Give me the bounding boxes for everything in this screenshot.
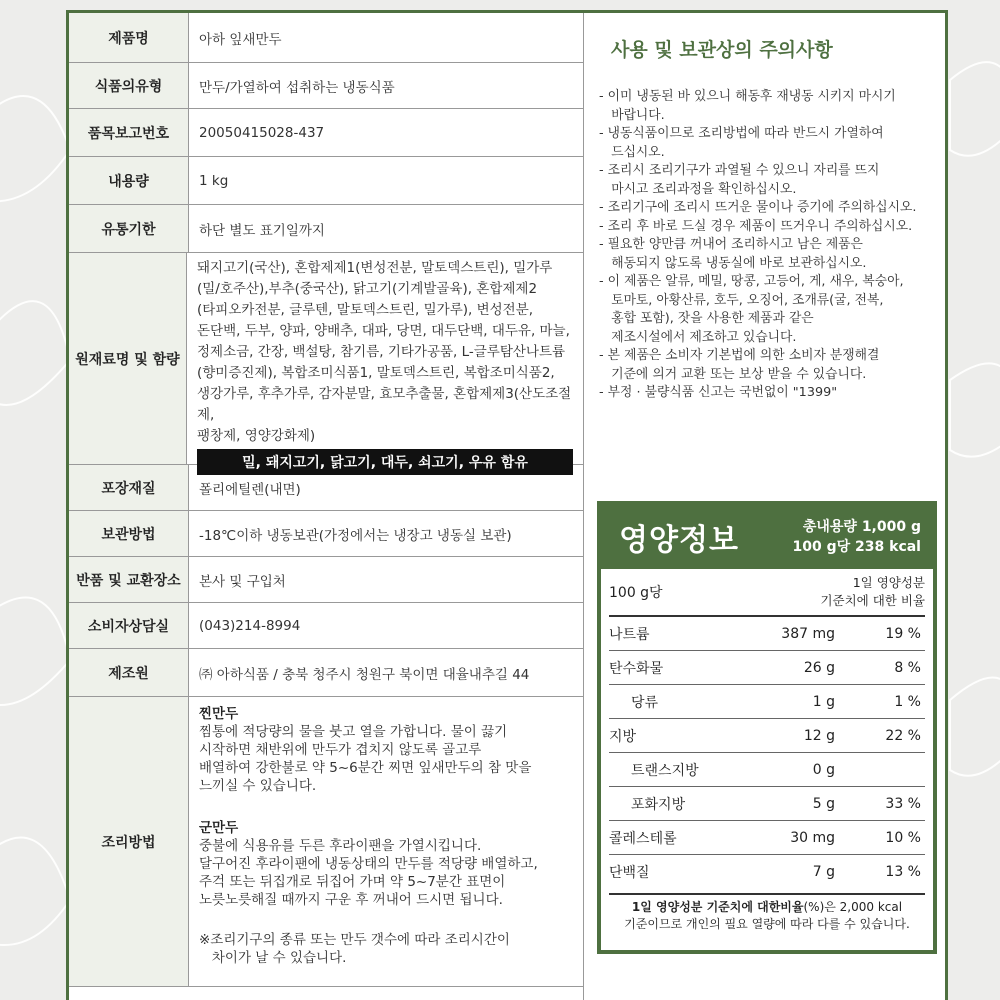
value-maker: ㈜ 아하식품 / 충북 청주시 청원구 북이면 대율내추길 44	[199, 666, 530, 683]
nutrient-percent: 33 %	[885, 795, 921, 812]
cooking-line: 주걱 또는 뒤집개로 뒤집어 가며 약 5~7분간 표면이	[199, 874, 506, 890]
label-panel	[66, 10, 948, 1000]
cooking-note-line: ※조리기구의 종류 또는 만두 갯수에 따라 조리시간이	[199, 932, 510, 948]
nutrient-percent: 22 %	[885, 727, 921, 744]
cooking-line: 중불에 식용유를 두른 후라이팬을 가열시킵니다.	[199, 838, 482, 854]
nutrition-row	[609, 821, 925, 855]
nutrient-amount: 12 g	[803, 727, 835, 744]
label-consumer: 소비자상담실	[69, 603, 189, 648]
row-product-name	[69, 13, 583, 63]
caution-line: - 조리기구에 조리시 뜨거운 물이나 증기에 주의하십시오.	[599, 200, 917, 215]
nutrient-percent: 10 %	[885, 829, 921, 846]
cooking-line: 노릇노릇해질 때까지 구운 후 꺼내어 드시면 됩니다.	[199, 892, 503, 908]
nutrient-name: 지방	[609, 728, 637, 745]
caution-title: 사용 및 보관상의 주의사항	[611, 39, 833, 61]
ingredients-line: (향미증진제), 복합조미식품1, 말토덱스트린, 복합조미식품2,	[197, 365, 555, 381]
nutrition-header	[601, 505, 933, 569]
nutrition-dv-hint-2: 기준치에 대한 비율	[820, 593, 925, 608]
label-report-no: 품목보고번호	[69, 109, 189, 156]
value-packaging: 폴리에틸렌(내면)	[199, 481, 301, 498]
caution-section	[599, 35, 944, 403]
nutrition-foot-rest: (%)은 2,000 kcal	[803, 900, 903, 914]
row-maker	[69, 649, 583, 697]
nutrition-dv-hint-1: 1일 영양성분	[852, 575, 925, 590]
nutrition-head-row	[609, 569, 925, 617]
cooking-line: 달구어진 후라이팬에 냉동상태의 만두를 적당량 배열하고,	[199, 856, 538, 872]
row-expiry	[69, 205, 583, 253]
value-expiry: 하단 별도 표기일까지	[199, 222, 325, 239]
nutrient-amount: 387 mg	[781, 625, 835, 642]
label-maker: 제조원	[69, 649, 189, 696]
caution-line: - 조리 후 바로 드실 경우 제품이 뜨거우니 주의하십시오.	[599, 218, 913, 234]
column-divider	[583, 13, 584, 1000]
nutrition-box	[597, 501, 937, 954]
nutrition-foot-line2: 기준이므로 개인의 필요 열량에 따라 다를 수 있습니다.	[624, 917, 910, 931]
ingredients-line: (밀/호주산),부추(중국산), 닭고기(기계발골육), 혼합제제2	[197, 281, 538, 297]
caution-line: - 부정 · 불량식품 신고는 국번없이 "1399"	[599, 385, 838, 400]
nutrient-amount: 30 mg	[790, 829, 835, 846]
caution-line: 드십시오.	[599, 144, 665, 160]
nutrition-row	[609, 617, 925, 651]
cooking-steamed-title: 찐만두	[199, 706, 239, 722]
cooking-line: 배열하여 강한불로 약 5~6분간 찌면 잎새만두의 참 맛을	[199, 760, 532, 776]
caution-line: 해동되지 않도록 냉동실에 바로 보관하십시오.	[599, 255, 867, 271]
nutrition-foot-bold: 1일 영양성분 기준치에 대한비율	[631, 900, 804, 914]
ingredients-text	[197, 258, 573, 447]
row-report-no	[69, 109, 583, 157]
nutrition-summary	[793, 517, 921, 557]
value-storage: -18℃이하 냉동보관(가정에서는 냉장고 냉동실 보관)	[199, 527, 512, 544]
ingredients-line: 돼지고기(국산), 혼합제제1(변성전분, 말토덱스트린), 밀가루	[197, 260, 553, 276]
ingredients-line: 정제소금, 간장, 백설탕, 참기름, 기타가공품, L-글루탐산나트륨	[197, 344, 566, 360]
allergen-banner: 밀, 돼지고기, 닭고기, 대두, 쇠고기, 우유 함유	[197, 449, 573, 475]
nutrient-name: 트랜스지방	[631, 762, 699, 779]
nutrition-row	[609, 685, 925, 719]
ingredients-line: 팽창제, 영양강화제)	[197, 428, 316, 444]
value-report-no: 20050415028-437	[199, 124, 325, 141]
caution-line: - 조리시 조리기구가 과열될 수 있으니 자리를 뜨지	[599, 163, 880, 178]
label-content: 내용량	[69, 157, 189, 204]
value-product-name: 아하 잎새만두	[199, 31, 282, 48]
nutrient-amount: 26 g	[803, 659, 835, 676]
nutrition-row	[609, 651, 925, 685]
nutrient-name: 나트륨	[609, 626, 650, 643]
label-storage: 보관방법	[69, 511, 189, 556]
value-cooking	[189, 697, 583, 986]
label-cooking: 조리방법	[69, 697, 189, 986]
caution-line: 홍합 포함), 잣을 사용한 제품과 같은	[599, 311, 814, 326]
nutrient-amount: 7 g	[812, 864, 835, 880]
row-content	[69, 157, 583, 205]
label-ingredients: 원재료명 및 함량	[69, 253, 187, 464]
label-expiry: 유통기한	[69, 205, 189, 252]
nutrient-amount: 0 g	[812, 761, 835, 778]
caution-line: 기준에 의거 교환 또는 보상 받을 수 있습니다.	[599, 366, 867, 382]
nutrition-row	[609, 753, 925, 787]
row-food-type	[69, 63, 583, 109]
ingredients-line: (타피오카전분, 글루텐, 말토덱스트린, 밀가루), 변성전분,	[197, 302, 534, 318]
value-consumer: (043)214-8994	[199, 617, 301, 634]
nutrition-per: 100 g당 238 kcal	[792, 539, 921, 555]
caution-line: 바랍니다.	[599, 107, 665, 123]
row-cooking	[69, 697, 583, 987]
value-content: 1 kg	[199, 172, 229, 189]
caution-line: - 본 제품은 소비자 기본법에 의한 소비자 분쟁해결	[599, 348, 880, 363]
value-food-type: 만두/가열하여 섭취하는 냉동식품	[199, 79, 395, 96]
cooking-line: 시작하면 채반위에 만두가 겹치지 않도록 골고루	[199, 742, 482, 758]
nutrition-footnote	[609, 893, 925, 933]
caution-line: 마시고 조리과정을 확인하십시오.	[599, 181, 797, 197]
ingredients-line: 생강가루, 후추가루, 감자분말, 효모추출물, 혼합제제3(산도조절제,	[197, 386, 572, 423]
nutrient-name: 포화지방	[631, 796, 686, 813]
caution-list	[599, 88, 944, 403]
cooking-note-line: 차이가 날 수 있습니다.	[199, 950, 347, 966]
cooking-text	[199, 705, 573, 967]
nutrient-amount: 1 g	[812, 693, 835, 710]
nutrition-row	[609, 719, 925, 753]
nutrient-percent: 13 %	[885, 864, 921, 880]
value-ingredients	[187, 253, 583, 471]
label-food-type: 식품의유형	[69, 63, 189, 108]
row-storage	[69, 511, 583, 557]
nutrition-per-label: 100 g당	[609, 585, 663, 601]
cooking-fried-title: 군만두	[199, 820, 239, 836]
nutrition-row	[609, 787, 925, 821]
caution-line: - 이 제품은 알류, 메밀, 땅콩, 고등어, 게, 새우, 복숭아,	[599, 274, 904, 289]
label-return: 반품 및 교환장소	[69, 557, 189, 602]
nutrient-percent: 19 %	[885, 625, 921, 642]
label-product-name: 제품명	[69, 13, 189, 62]
caution-line: - 이미 냉동된 바 있으니 해동후 재냉동 시키지 마시기	[599, 89, 896, 104]
row-ingredients	[69, 253, 583, 471]
nutrient-percent: 8 %	[894, 659, 921, 676]
nutrient-percent: 1 %	[894, 693, 921, 710]
nutrient-name: 콜레스테롤	[609, 830, 677, 847]
nutrient-name: 당류	[631, 694, 659, 711]
nutrition-row	[609, 855, 925, 889]
caution-line: 토마토, 아황산류, 호두, 오징어, 조개류(굴, 전복,	[599, 292, 884, 308]
nutrition-dv-hint	[820, 574, 925, 610]
row-packaging	[69, 465, 583, 511]
nutrient-name: 단백질	[609, 865, 650, 881]
label-packaging: 포장재질	[69, 465, 189, 510]
caution-line: - 냉동식품이므로 조리방법에 따라 반드시 가열하여	[599, 126, 884, 141]
nutrition-title: 영양정보	[619, 523, 739, 558]
ingredients-line: 돈단백, 두부, 양파, 양배추, 대파, 당면, 대두단백, 대두유, 마늘,	[197, 323, 570, 339]
row-return	[69, 557, 583, 603]
cooking-line: 느끼실 수 있습니다.	[199, 778, 317, 794]
nutrient-name: 탄수화물	[609, 660, 664, 677]
value-return: 본사 및 구입처	[199, 573, 286, 590]
cooking-line: 찜통에 적당량의 물을 붓고 열을 가합니다. 물이 끓기	[199, 724, 508, 740]
row-consumer	[69, 603, 583, 649]
nutrient-amount: 5 g	[812, 795, 835, 812]
nutrition-total: 총내용량 1,000 g	[802, 519, 921, 535]
caution-line: 제조시설에서 제조하고 있습니다.	[599, 329, 797, 345]
caution-line: - 필요한 양만큼 꺼내어 조리하시고 남은 제품은	[599, 237, 863, 252]
